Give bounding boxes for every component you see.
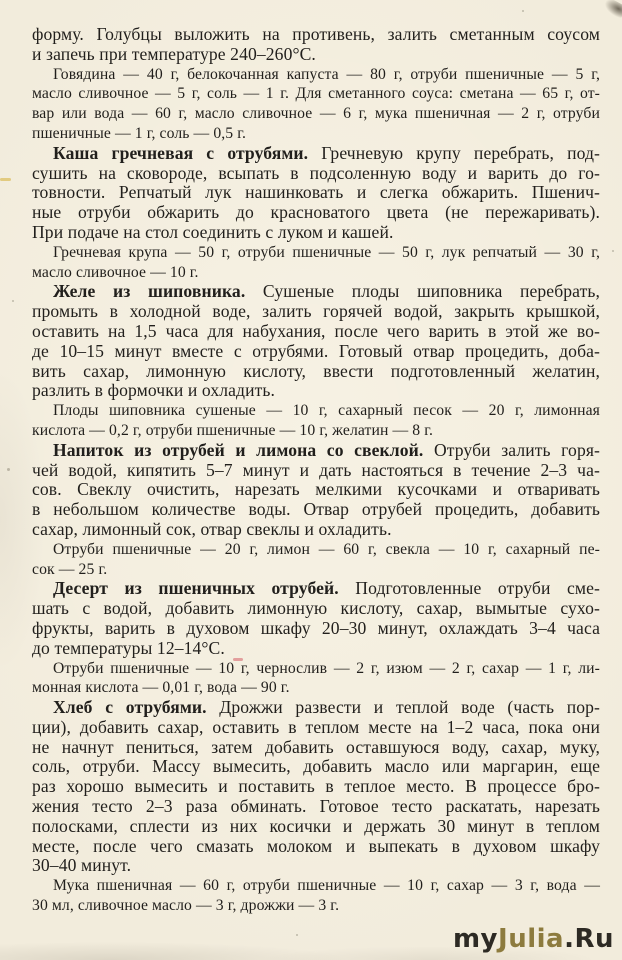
recipe-text-line: соль, отруби. Массу вымесить, добавить масло или маргарин, еще [32, 756, 600, 777]
recipe-title: Напиток из отрубей и лимона со свеклой. [53, 439, 424, 460]
recipe-text-line: При подаче на стол соединить с луком и кашей. [32, 221, 394, 242]
ingredient-line: сок — 25 г. [32, 560, 108, 578]
recipe-text-line: не начнут пениться, затем добавить оставшуюся воду, сахар, муку, [32, 736, 600, 757]
watermark-ru: .Ru [564, 924, 614, 954]
myjulia-watermark [453, 924, 614, 954]
recipe-text-line: шать с водой, добавить лимонную кислоту, сахар, вымытые сухо- [32, 598, 600, 619]
recipe-text-line: форму. Голубцы выложить на противень, залить сметанным соусом [32, 24, 600, 44]
recipe-text-line: чей водой, кипятить 5–7 минут и дать настояться в течение 2–3 ча- [32, 459, 600, 480]
recipe-text-line: Хлеб с отрубями. Дрожжи развести и теплой воде (часть пор- [53, 697, 600, 718]
recipe-text-line: оставить на 1,5 часа для набухания, после чего варить в этой же во- [32, 320, 600, 341]
ingredient-line: масло сливочное — 10 г. [32, 263, 199, 281]
recipe-text-line: месте, после чего смазать молоком и выпекать в духовом шкафу [32, 835, 600, 856]
recipe-text-line: до температуры 12–14°С. [32, 637, 225, 658]
watermark-my: my [452, 924, 499, 954]
paper-speckle [296, 934, 298, 936]
ingredient-line: монная кислота — 0,01 г, вода — 90 г. [32, 679, 290, 697]
ingredient-line: Отруби пшеничные — 20 г, лимон — 60 г, свекла — 10 г, сахарный пе- [53, 540, 600, 558]
recipe-text-line: промыть в холодной воде, залить горячей водой, закрыть крышкой, [32, 301, 600, 322]
recipe-title: Десерт из пшеничных отрубей. [53, 578, 339, 599]
paper-speckle [7, 468, 10, 471]
paper-speckle [612, 250, 614, 252]
recipe-text-line: Каша гречневая с отрубями. Гречневую крупу перебрать, под- [53, 142, 600, 163]
recipe-text-line: ные отруби обжарить до красноватого цвета (не пережаривать). [32, 202, 600, 223]
recipe-text-line: сов. Свеклу очистить, нарезать мелкими кусочками и отваривать [32, 479, 600, 500]
recipe-text-line: 30–40 минут. [32, 855, 132, 876]
recipe-text-line: Желе из шиповника. Сушеные плоды шиповника перебрать, [53, 281, 601, 302]
recipe-text-line: в небольшом количестве воды. Отвар отрубей процедить, добавить [32, 499, 600, 520]
recipe-text-line: полосками, сплести из них косички и держать 30 минут в теплом [32, 815, 600, 836]
recipe-text-block [32, 25, 600, 916]
ingredient-line: Говядина — 40 г, белокочанная капуста — 80 г, отруби пшеничные — 5 г, [53, 65, 600, 83]
paper-speckle [12, 300, 14, 302]
ingredient-line: Отруби пшеничные — 10 г, чернослив — 2 г, изюм — 2 г, сахар — 1 г, ли- [53, 659, 600, 677]
recipe-text-line: сушить на сковороде, всыпать в подсоленную воду и варить до го- [32, 162, 600, 183]
recipe-text-line: Напиток из отрубей и лимона со свеклой. Отруби залить горя- [53, 439, 600, 460]
recipe-text-line: Десерт из пшеничных отрубей. Подготовленные отруби сме- [53, 578, 600, 599]
recipe-text-line: разлить в формочки и охладить. [32, 380, 276, 401]
recipe-text-line: сахар, лимонный сок, отвар свеклы и охладить. [32, 518, 392, 539]
recipe-title: Каша гречневая с отрубями. [53, 142, 309, 163]
recipe-text-line: вить сахар, лимонную кислоту, ввести подготовленный желатин, [32, 360, 600, 381]
ingredient-line: Мука пшеничная — 60 г, отруби пшеничные — 10 г, сахар — 3 г, вода — [53, 877, 600, 895]
recipe-text-line: товности. Репчатый лук нашинковать и слегка обжарить. Пшенич- [32, 182, 600, 203]
recipe-title: Желе из шиповника. [53, 281, 246, 302]
recipe-text-line: де 10–15 минут вместе с отрубями. Готовый отвар процедить, доба- [32, 340, 600, 361]
recipe-text-line: жения тесто 2–3 раза обминать. Готовое тесто раскатать, нарезать [32, 796, 600, 817]
ingredient-line: Гречневая крупа — 50 г, отруби пшеничные — 50 г, лук репчатый — 30 г, [53, 243, 600, 261]
ingredient-line: Плоды шиповника сушеные — 10 г, сахарный песок — 20 г, лимонная [53, 402, 600, 420]
recipe-title: Хлеб с отрубями. [53, 697, 207, 718]
watermark-julia: Julia [498, 924, 565, 954]
recipe-text-line: раз хорошо вымесить и поставить в теплое место. В процессе бро- [32, 776, 600, 797]
margin-dash-artifact [0, 178, 11, 181]
recipe-text-line: и запечь при температуре 240–260°С. [32, 43, 316, 64]
ingredient-line: кислота — 0,2 г, отруби пшеничные — 10 г, желатин — 8 г. [32, 421, 434, 439]
ingredient-line: 30 мл, сливочное масло — 3 г, дрожжи — 3 г. [32, 897, 340, 915]
recipe-text-line: ции), добавить сахар, оставить в теплом месте на 1–2 часа, пока они [32, 716, 600, 737]
paper-speckle [522, 10, 524, 12]
recipe-text-line: фрукты, варить в духовом шкафу 20–30 минут, охлаждать 3–4 часа [32, 617, 600, 638]
ingredient-line: масло сливочное — 5 г, соль — 1 г. Для сметанного соуса: сметана — 65 г, от- [32, 85, 600, 103]
scan-smudge-artifact [601, 0, 622, 19]
ingredient-line: пшеничные — 1 г, соль — 0,5 г. [32, 124, 247, 142]
ingredient-line: вар или вода — 60 г, масло сливочное — 6 г, мука пшеничная — 2 г, отруби [32, 105, 600, 123]
